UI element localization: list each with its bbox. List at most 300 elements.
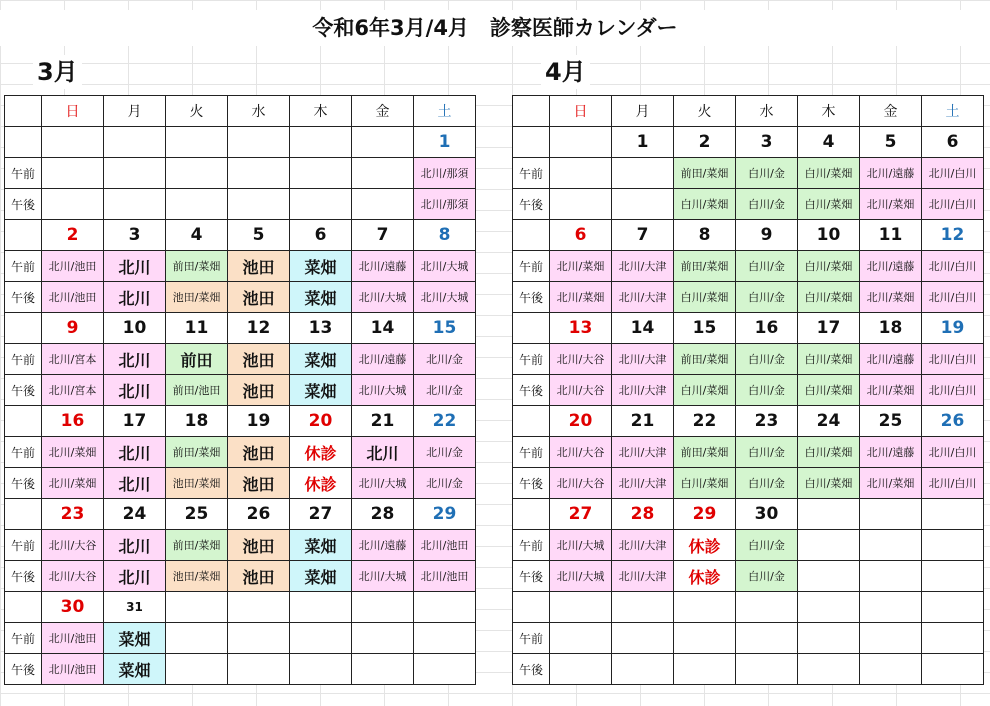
date-row-label — [5, 313, 42, 344]
schedule-cell-am: 白川/菜畑 — [798, 437, 860, 468]
weekday-header: 水 — [228, 96, 290, 127]
pm-row — [5, 468, 476, 499]
schedule-cell-pm: 北川/大城 — [352, 561, 414, 592]
weekday-header: 火 — [166, 96, 228, 127]
date-number: 8 — [414, 220, 476, 251]
pm-row — [5, 282, 476, 313]
schedule-cell-am: 池田 — [228, 530, 290, 561]
schedule-cell-am — [414, 623, 476, 654]
weekday-header-row — [513, 96, 984, 127]
date-number: 4 — [166, 220, 228, 251]
schedule-cell-pm: 白川/菜畑 — [674, 375, 736, 406]
date-row — [513, 220, 984, 251]
slot-label: 午前 — [513, 158, 550, 189]
schedule-cell-pm — [860, 561, 922, 592]
slot-label: 午前 — [5, 437, 42, 468]
am-row — [513, 437, 984, 468]
schedule-cell-pm: 北川/大城 — [414, 282, 476, 313]
date-row — [513, 127, 984, 158]
schedule-cell-am — [352, 158, 414, 189]
date-number: 2 — [42, 220, 104, 251]
am-row — [513, 623, 984, 654]
schedule-cell-am: 北川/遠藤 — [860, 251, 922, 282]
month-label-march: 3月 — [33, 55, 82, 89]
schedule-cell-am: 北川/大津 — [612, 251, 674, 282]
slot-label: 午前 — [513, 251, 550, 282]
schedule-cell-pm: 北川/大津 — [612, 561, 674, 592]
schedule-cell-am: 前田/菜畑 — [166, 530, 228, 561]
date-row — [513, 499, 984, 530]
month-label-april: 4月 — [541, 55, 590, 89]
schedule-cell-pm: 北川 — [104, 282, 166, 313]
date-number: 13 — [290, 313, 352, 344]
date-row-label — [513, 220, 550, 251]
schedule-cell-pm: 北川/池田 — [42, 654, 104, 685]
schedule-cell-pm: 池田/菜畑 — [166, 468, 228, 499]
schedule-cell-pm: 白川/菜畑 — [798, 375, 860, 406]
schedule-cell-am: 北川 — [352, 437, 414, 468]
date-number: 7 — [612, 220, 674, 251]
schedule-cell-am: 北川/金 — [414, 344, 476, 375]
schedule-cell-am: 前田/菜畑 — [166, 251, 228, 282]
schedule-cell-pm — [290, 189, 352, 220]
pm-row — [5, 189, 476, 220]
schedule-cell-pm: 北川/大津 — [612, 282, 674, 313]
schedule-cell-am: 北川/白川 — [922, 251, 984, 282]
schedule-cell-pm: 池田 — [228, 375, 290, 406]
weekday-header: 日 — [42, 96, 104, 127]
schedule-cell-pm: 池田/菜畑 — [166, 561, 228, 592]
schedule-cell-am: 北川/大谷 — [42, 530, 104, 561]
slot-label: 午前 — [513, 437, 550, 468]
schedule-cell-pm: 北川/大谷 — [550, 468, 612, 499]
date-number: 14 — [352, 313, 414, 344]
schedule-cell-am — [550, 158, 612, 189]
schedule-cell-pm: 白川/菜畑 — [674, 189, 736, 220]
page-title: 令和6年3月/4月 診察医師カレンダー — [0, 10, 990, 46]
date-row-label — [5, 220, 42, 251]
schedule-cell-pm: 池田 — [228, 282, 290, 313]
date-number: 19 — [228, 406, 290, 437]
schedule-cell-pm — [736, 654, 798, 685]
slot-label: 午後 — [513, 282, 550, 313]
schedule-cell-am — [922, 530, 984, 561]
schedule-cell-pm — [922, 654, 984, 685]
schedule-cell-pm: 白川/菜畑 — [798, 189, 860, 220]
schedule-cell-pm: 北川/宮本 — [42, 375, 104, 406]
schedule-cell-am: 北川/白川 — [922, 437, 984, 468]
schedule-cell-am: 北川/宮本 — [42, 344, 104, 375]
schedule-cell-am: 池田 — [228, 344, 290, 375]
date-number: 18 — [166, 406, 228, 437]
date-number: 6 — [550, 220, 612, 251]
weekday-header: 土 — [414, 96, 476, 127]
schedule-cell-pm: 北川/大城 — [352, 468, 414, 499]
date-number — [104, 127, 166, 158]
schedule-cell-am: 北川/大津 — [612, 344, 674, 375]
schedule-cell-am: 前田/菜畑 — [674, 158, 736, 189]
schedule-cell-am: 休診 — [674, 530, 736, 561]
date-number — [228, 127, 290, 158]
date-number — [922, 499, 984, 530]
date-number: 11 — [860, 220, 922, 251]
schedule-cell-pm: 池田/菜畑 — [166, 282, 228, 313]
schedule-cell-am: 北川/遠藤 — [352, 251, 414, 282]
slot-label: 午後 — [513, 654, 550, 685]
date-number: 23 — [42, 499, 104, 530]
schedule-cell-pm: 北川/白川 — [922, 468, 984, 499]
schedule-cell-pm — [922, 561, 984, 592]
date-number: 4 — [798, 127, 860, 158]
schedule-cell-pm: 北川/白川 — [922, 189, 984, 220]
schedule-cell-am: 北川/白川 — [922, 344, 984, 375]
date-number: 9 — [42, 313, 104, 344]
date-number: 14 — [612, 313, 674, 344]
schedule-cell-pm: 北川/菜畑 — [550, 282, 612, 313]
schedule-cell-pm — [166, 189, 228, 220]
schedule-cell-am: 池田 — [228, 251, 290, 282]
schedule-cell-am: 北川/遠藤 — [860, 344, 922, 375]
date-row-label — [5, 406, 42, 437]
schedule-cell-pm: 北川/菜畑 — [42, 468, 104, 499]
schedule-cell-am: 池田 — [228, 437, 290, 468]
date-number: 5 — [860, 127, 922, 158]
slot-label: 午後 — [513, 375, 550, 406]
schedule-cell-am — [612, 623, 674, 654]
schedule-cell-pm: 北川 — [104, 468, 166, 499]
weekday-header: 金 — [860, 96, 922, 127]
schedule-cell-am — [352, 623, 414, 654]
date-number: 27 — [290, 499, 352, 530]
date-row-label — [513, 127, 550, 158]
date-number: 23 — [736, 406, 798, 437]
slot-label: 午前 — [5, 623, 42, 654]
date-number: 25 — [166, 499, 228, 530]
date-number: 19 — [922, 313, 984, 344]
schedule-cell-pm — [104, 189, 166, 220]
schedule-cell-pm: 北川/大谷 — [550, 375, 612, 406]
pm-row — [5, 561, 476, 592]
schedule-cell-pm: 池田 — [228, 561, 290, 592]
schedule-cell-pm — [42, 189, 104, 220]
date-number: 15 — [674, 313, 736, 344]
schedule-cell-am: 北川/遠藤 — [860, 437, 922, 468]
date-number: 15 — [414, 313, 476, 344]
slot-label: 午後 — [513, 189, 550, 220]
date-row-label — [513, 406, 550, 437]
schedule-cell-pm — [550, 654, 612, 685]
date-number: 17 — [104, 406, 166, 437]
date-row — [5, 127, 476, 158]
schedule-cell-pm — [612, 654, 674, 685]
slot-label: 午後 — [513, 561, 550, 592]
schedule-cell-am — [798, 623, 860, 654]
schedule-cell-pm: 北川/大谷 — [42, 561, 104, 592]
schedule-cell-am: 白川/菜畑 — [798, 344, 860, 375]
schedule-cell-am: 前田/菜畑 — [674, 251, 736, 282]
schedule-cell-am: 白川/菜畑 — [798, 158, 860, 189]
schedule-cell-am: 北川/池田 — [414, 530, 476, 561]
date-number — [922, 592, 984, 623]
schedule-cell-am: 北川/大津 — [612, 437, 674, 468]
schedule-cell-am — [104, 158, 166, 189]
date-row — [5, 592, 476, 623]
date-row — [5, 313, 476, 344]
date-number: 22 — [674, 406, 736, 437]
date-number: 8 — [674, 220, 736, 251]
date-number — [550, 127, 612, 158]
date-number: 29 — [674, 499, 736, 530]
schedule-cell-am: 北川/池田 — [42, 623, 104, 654]
schedule-cell-am: 北川/大津 — [612, 530, 674, 561]
schedule-cell-pm — [674, 654, 736, 685]
am-row — [513, 158, 984, 189]
weekday-header: 火 — [674, 96, 736, 127]
schedule-cell-pm: 白川/菜畑 — [798, 282, 860, 313]
schedule-cell-pm: 北川/白川 — [922, 375, 984, 406]
date-row — [5, 406, 476, 437]
schedule-cell-am — [228, 158, 290, 189]
schedule-cell-pm: 白川/菜畑 — [798, 468, 860, 499]
schedule-cell-am: 北川/遠藤 — [352, 530, 414, 561]
schedule-cell-am — [550, 623, 612, 654]
march-calendar-table — [4, 95, 476, 685]
schedule-cell-pm — [166, 654, 228, 685]
schedule-cell-am: 北川/大城 — [414, 251, 476, 282]
schedule-cell-pm: 北川/菜畑 — [860, 189, 922, 220]
am-row — [513, 530, 984, 561]
schedule-cell-pm — [798, 561, 860, 592]
date-number — [290, 592, 352, 623]
schedule-cell-pm: 北川/金 — [414, 468, 476, 499]
schedule-cell-pm: 前田/池田 — [166, 375, 228, 406]
schedule-cell-pm: 北川/大城 — [352, 282, 414, 313]
slot-label: 午前 — [5, 530, 42, 561]
schedule-cell-am: 白川/菜畑 — [798, 251, 860, 282]
schedule-cell-pm: 白川/金 — [736, 468, 798, 499]
schedule-cell-am: 前田/菜畑 — [674, 437, 736, 468]
slot-label: 午前 — [513, 530, 550, 561]
schedule-cell-pm: 菜畑 — [290, 561, 352, 592]
date-row — [5, 220, 476, 251]
schedule-cell-pm: 白川/金 — [736, 282, 798, 313]
date-number: 29 — [414, 499, 476, 530]
schedule-cell-pm — [352, 189, 414, 220]
slot-label: 午後 — [5, 654, 42, 685]
slot-label: 午前 — [5, 158, 42, 189]
date-number: 3 — [736, 127, 798, 158]
date-number: 16 — [736, 313, 798, 344]
schedule-cell-pm — [612, 189, 674, 220]
pm-row — [513, 375, 984, 406]
schedule-cell-pm — [228, 189, 290, 220]
date-number — [166, 592, 228, 623]
date-number — [860, 592, 922, 623]
schedule-cell-am: 北川/金 — [414, 437, 476, 468]
pm-row — [513, 282, 984, 313]
schedule-cell-pm — [798, 654, 860, 685]
schedule-cell-am: 前田/菜畑 — [674, 344, 736, 375]
schedule-cell-pm: 白川/金 — [736, 375, 798, 406]
schedule-cell-pm: 北川/池田 — [414, 561, 476, 592]
date-number: 10 — [104, 313, 166, 344]
date-number: 26 — [228, 499, 290, 530]
date-row-label — [5, 592, 42, 623]
date-number: 28 — [612, 499, 674, 530]
weekday-header: 金 — [352, 96, 414, 127]
date-number — [798, 592, 860, 623]
schedule-cell-pm: 北川/金 — [414, 375, 476, 406]
date-number: 5 — [228, 220, 290, 251]
schedule-cell-am: 北川/大谷 — [550, 437, 612, 468]
date-number: 21 — [612, 406, 674, 437]
date-number: 10 — [798, 220, 860, 251]
am-row — [5, 158, 476, 189]
schedule-cell-am — [42, 158, 104, 189]
schedule-cell-am: 白川/金 — [736, 530, 798, 561]
date-number: 13 — [550, 313, 612, 344]
date-number — [674, 592, 736, 623]
am-row — [5, 344, 476, 375]
date-number: 17 — [798, 313, 860, 344]
schedule-cell-pm: 白川/金 — [736, 561, 798, 592]
schedule-cell-am: 菜畑 — [290, 251, 352, 282]
weekday-header: 木 — [290, 96, 352, 127]
date-number: 25 — [860, 406, 922, 437]
schedule-cell-am: 菜畑 — [104, 623, 166, 654]
am-row — [5, 251, 476, 282]
schedule-cell-am: 北川 — [104, 530, 166, 561]
schedule-cell-am: 白川/金 — [736, 344, 798, 375]
pm-row — [513, 561, 984, 592]
schedule-cell-am: 前田/菜畑 — [166, 437, 228, 468]
schedule-cell-am: 白川/金 — [736, 437, 798, 468]
date-number — [798, 499, 860, 530]
schedule-cell-am: 前田 — [166, 344, 228, 375]
date-row — [5, 499, 476, 530]
schedule-cell-pm — [352, 654, 414, 685]
april-calendar-table — [512, 95, 984, 685]
schedule-cell-am: 菜畑 — [290, 530, 352, 561]
slot-label: 午前 — [513, 344, 550, 375]
date-number — [290, 127, 352, 158]
pm-row — [5, 654, 476, 685]
pm-row — [513, 654, 984, 685]
date-row-label — [513, 499, 550, 530]
date-number: 6 — [922, 127, 984, 158]
date-row-label — [5, 127, 42, 158]
slot-label: 午後 — [5, 468, 42, 499]
date-number: 28 — [352, 499, 414, 530]
schedule-cell-pm: 北川/菜畑 — [860, 282, 922, 313]
schedule-cell-am — [290, 623, 352, 654]
schedule-cell-am: 白川/金 — [736, 251, 798, 282]
schedule-cell-pm — [290, 654, 352, 685]
date-row — [513, 592, 984, 623]
date-number: 1 — [612, 127, 674, 158]
am-row — [513, 344, 984, 375]
schedule-cell-am: 北川/白川 — [922, 158, 984, 189]
schedule-cell-pm: 休診 — [674, 561, 736, 592]
schedule-cell-pm: 菜畑 — [290, 375, 352, 406]
slot-label: 午前 — [513, 623, 550, 654]
date-number — [352, 592, 414, 623]
pm-row — [513, 468, 984, 499]
date-number: 16 — [42, 406, 104, 437]
schedule-cell-pm: 北川/白川 — [922, 282, 984, 313]
slot-label: 午後 — [5, 189, 42, 220]
slot-label: 午前 — [5, 251, 42, 282]
date-number: 9 — [736, 220, 798, 251]
schedule-cell-am: 北川 — [104, 251, 166, 282]
schedule-cell-pm: 北川 — [104, 561, 166, 592]
date-number: 1 — [414, 127, 476, 158]
date-number: 21 — [352, 406, 414, 437]
weekday-header-row — [5, 96, 476, 127]
am-row — [513, 251, 984, 282]
slot-label: 午前 — [5, 344, 42, 375]
date-number: 26 — [922, 406, 984, 437]
date-number — [860, 499, 922, 530]
schedule-cell-pm — [414, 654, 476, 685]
schedule-cell-am — [798, 530, 860, 561]
schedule-cell-pm: 白川/菜畑 — [674, 468, 736, 499]
schedule-cell-am — [166, 158, 228, 189]
schedule-cell-am: 北川/遠藤 — [860, 158, 922, 189]
date-number: 12 — [922, 220, 984, 251]
schedule-cell-pm: 菜畑 — [104, 654, 166, 685]
date-row — [513, 406, 984, 437]
weekday-header: 水 — [736, 96, 798, 127]
schedule-cell-pm — [860, 654, 922, 685]
schedule-cell-am — [290, 158, 352, 189]
schedule-cell-am: 北川/大谷 — [550, 344, 612, 375]
date-number: 31 — [104, 592, 166, 623]
date-number: 27 — [550, 499, 612, 530]
schedule-cell-pm: 北川 — [104, 375, 166, 406]
schedule-cell-pm: 北川/大城 — [550, 561, 612, 592]
schedule-cell-pm: 北川/大津 — [612, 468, 674, 499]
header-corner — [513, 96, 550, 127]
schedule-cell-pm: 休診 — [290, 468, 352, 499]
schedule-cell-pm: 北川/菜畑 — [860, 375, 922, 406]
date-number — [550, 592, 612, 623]
slot-label: 午後 — [5, 561, 42, 592]
date-number — [42, 127, 104, 158]
pm-row — [5, 375, 476, 406]
date-number — [228, 592, 290, 623]
date-number: 6 — [290, 220, 352, 251]
date-number: 2 — [674, 127, 736, 158]
date-number: 12 — [228, 313, 290, 344]
schedule-cell-am — [860, 623, 922, 654]
date-row-label — [513, 313, 550, 344]
schedule-cell-am: 北川/遠藤 — [352, 344, 414, 375]
date-number: 20 — [550, 406, 612, 437]
header-corner — [5, 96, 42, 127]
schedule-cell-pm: 北川/大城 — [352, 375, 414, 406]
schedule-cell-pm — [228, 654, 290, 685]
schedule-cell-am — [922, 623, 984, 654]
date-row-label — [513, 592, 550, 623]
schedule-cell-am: 白川/金 — [736, 158, 798, 189]
date-number — [352, 127, 414, 158]
schedule-cell-am: 北川/那須 — [414, 158, 476, 189]
slot-label: 午後 — [5, 375, 42, 406]
date-number: 30 — [736, 499, 798, 530]
schedule-cell-am: 休診 — [290, 437, 352, 468]
date-number: 3 — [104, 220, 166, 251]
